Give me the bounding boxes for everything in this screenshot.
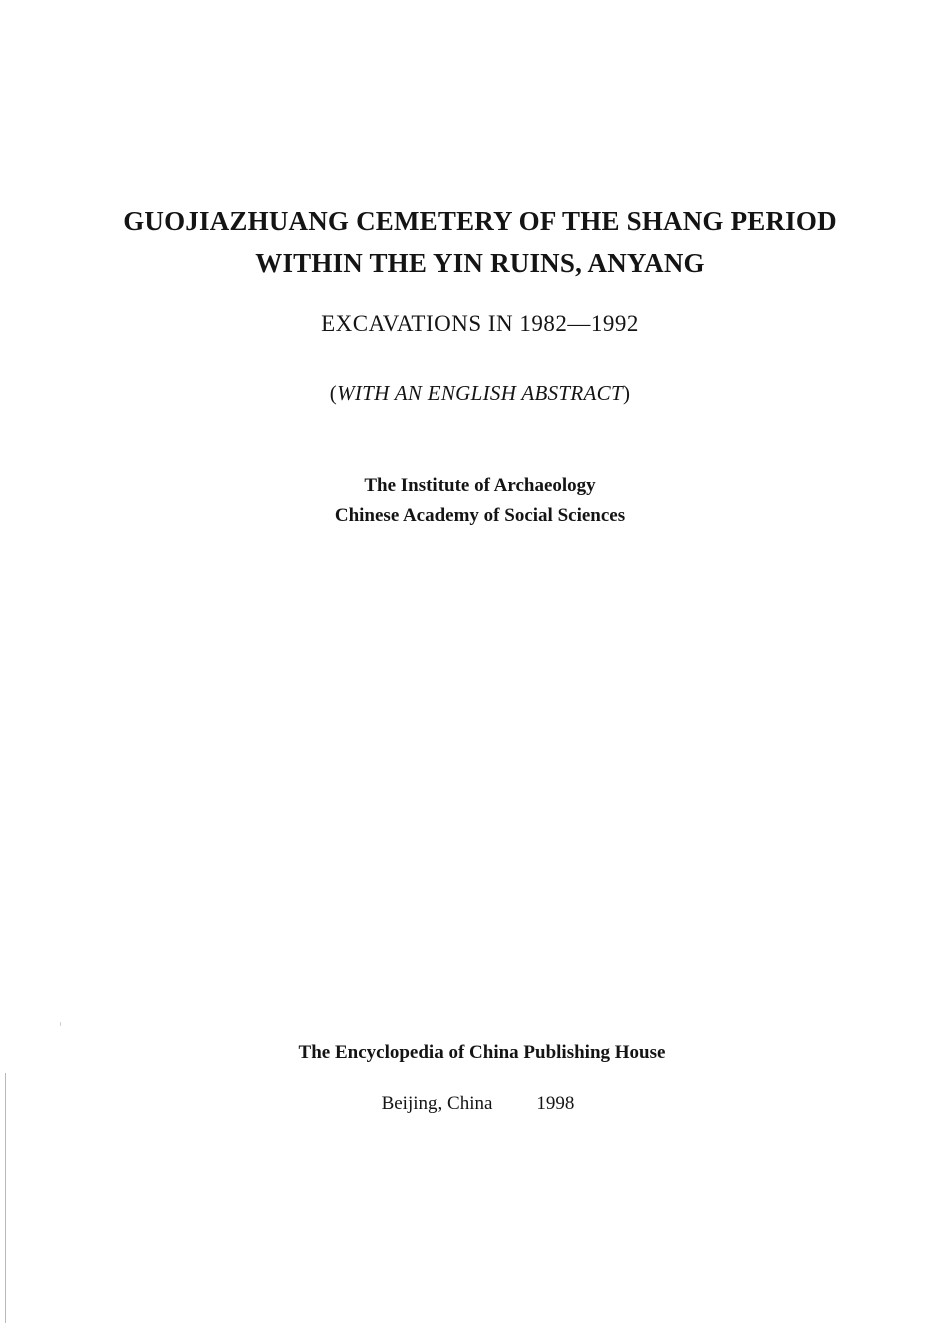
publication-year: 1998 (536, 1093, 575, 1114)
abstract-note-text: WITH AN ENGLISH ABSTRACT (337, 381, 623, 405)
publication-place: Beijing, China (381, 1093, 493, 1114)
scan-speck (60, 1022, 61, 1026)
scan-edge-line (5, 1073, 6, 1323)
abstract-note-open-paren: ( (329, 381, 338, 405)
book-subtitle: EXCAVATIONS IN 1982—1992 (321, 311, 639, 336)
publisher-name: The Encyclopedia of China Publishing House (298, 1042, 666, 1063)
institute-parent: Chinese Academy of Social Sciences (334, 505, 626, 526)
institute-name: The Institute of Archaeology (364, 475, 596, 496)
abstract-note-close-paren: ) (622, 381, 631, 405)
book-title-line-2: WITHIN THE YIN RUINS, ANYANG (255, 248, 705, 278)
abstract-note (5, 381, 950, 406)
book-title-line-1: GUOJIAZHUANG CEMETERY OF THE SHANG PERIOD (123, 206, 837, 236)
imprint (3, 1093, 950, 1115)
